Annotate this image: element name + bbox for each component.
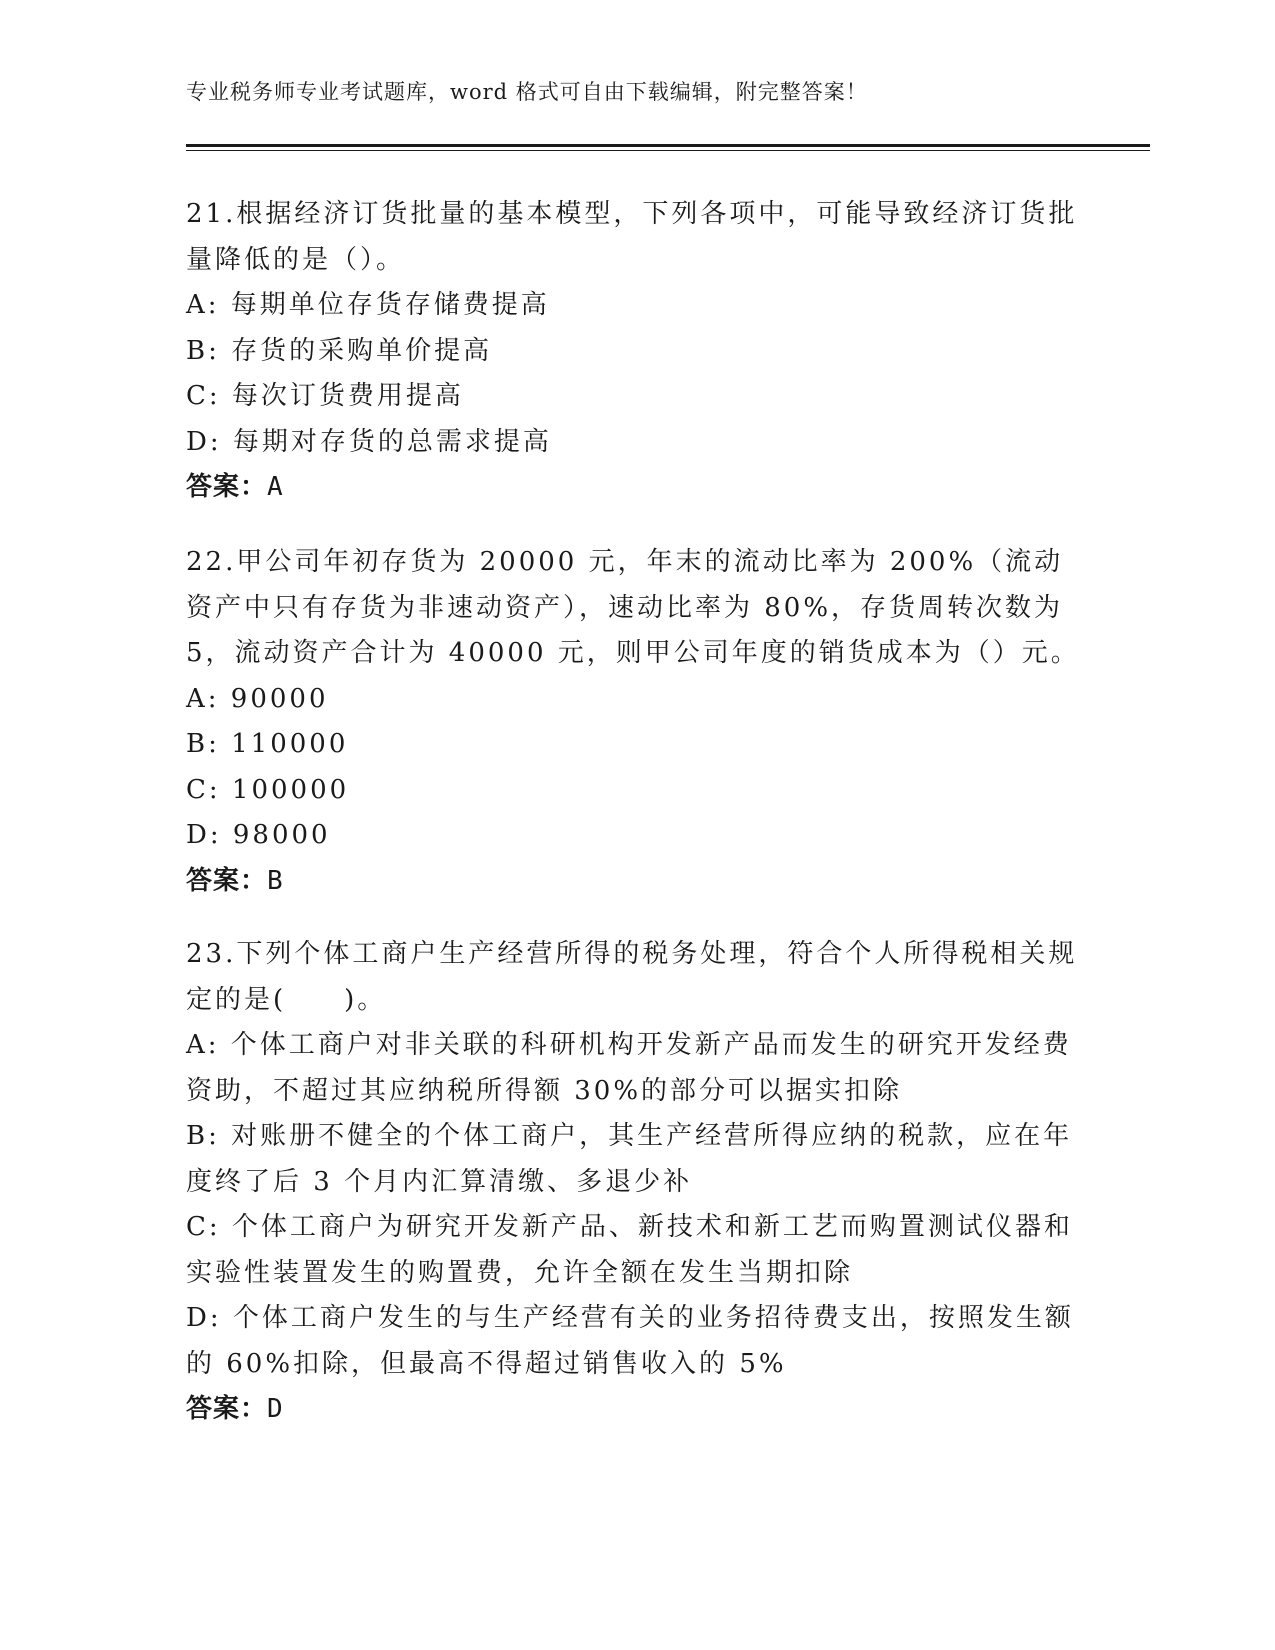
option-d: D: 每期对存货的总需求提高 [186,426,552,457]
answer-value: B [267,865,284,896]
option-d: D: 个体工商户发生的与生产经营有关的业务招待费支出，按照发生额的 60%扣除，但最高不得超过销售收入的 5% [186,1303,1074,1379]
answer-label: 答案： [186,472,268,502]
header-rule-thick [186,144,1150,147]
option-c: C: 100000 [186,774,350,805]
answer-line [186,1387,1086,1432]
question-stem: 23.下列个体工商户生产经营所得的税务处理，符合个人所得税相关规定的是( )。 [186,939,1078,1015]
option-b: B: 110000 [186,729,349,759]
answer-line [186,465,1086,510]
header-rule-thin [186,150,1150,151]
option-a: A: 个体工商户对非关联的科研机构开发新产品而发生的研究开发经费资助，不超过其应纳税所得额 30%的部分可以据实扣除 [186,1030,1072,1106]
question-stem: 21.根据经济订货批量的基本模型，下列各项中，可能导致经济订货批量降低的是（）。 [186,199,1078,275]
answer-label: 答案： [186,1394,268,1424]
option-a: A: 每期单位存货存储费提高 [186,290,550,320]
answer-value: A [267,472,284,502]
answer-line [186,859,1086,904]
option-c: C: 个体工商户为研究开发新产品、新技术和新工艺而购置测试仪器和实验性装置发生的购置费，允许全额在发生当期扣除 [186,1212,1073,1288]
page-header: 专业税务师专业考试题库，word 格式可自由下载编辑，附完整答案！ [186,80,868,104]
option-b: B: 对账册不健全的个体工商户，其生产经营所得应纳的税款，应在年度终了后 3 个月内汇算清缴、多退少补 [186,1121,1073,1197]
option-a: A: 90000 [186,683,329,714]
question-22 [186,540,1086,904]
answer-label: 答案： [186,865,268,896]
option-b: B: 存货的采购单价提高 [186,335,493,366]
question-21 [186,192,1086,510]
question-stem: 22.甲公司年初存货为 20000 元，年末的流动比率为 200%（流动资产中只有存货为非速动资产），速动比率为 80%，存货周转次数为 5，流动资产合计为 40000 元，则甲公司年度的销货成本为（）元。 [186,547,1080,668]
question-23 [186,932,1086,1432]
option-c: C: 每次订货费用提高 [186,381,464,411]
answer-value: D [267,1394,284,1424]
option-d: D: 98000 [186,820,331,850]
